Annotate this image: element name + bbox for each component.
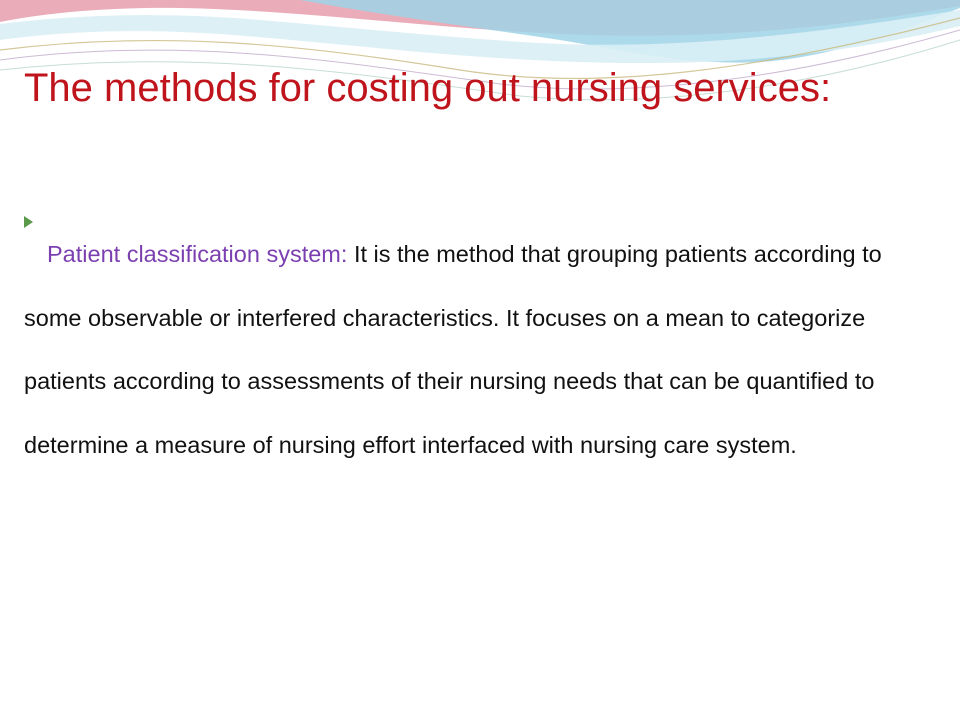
bullet-term: Patient classification system:	[47, 241, 354, 267]
slide-title: The methods for costing out nursing services:	[24, 66, 832, 110]
bullet-paragraph	[24, 216, 924, 477]
arrowhead-bullet-icon	[24, 216, 33, 228]
bullet-text: It is the method that grouping patients according to some observable or interfered characteristics. It focuses on a mean to categorize patients according to assessments of their nursing needs that can be quantified to determine a measure of nursing effort interfaced with nursing care system.	[24, 241, 882, 458]
